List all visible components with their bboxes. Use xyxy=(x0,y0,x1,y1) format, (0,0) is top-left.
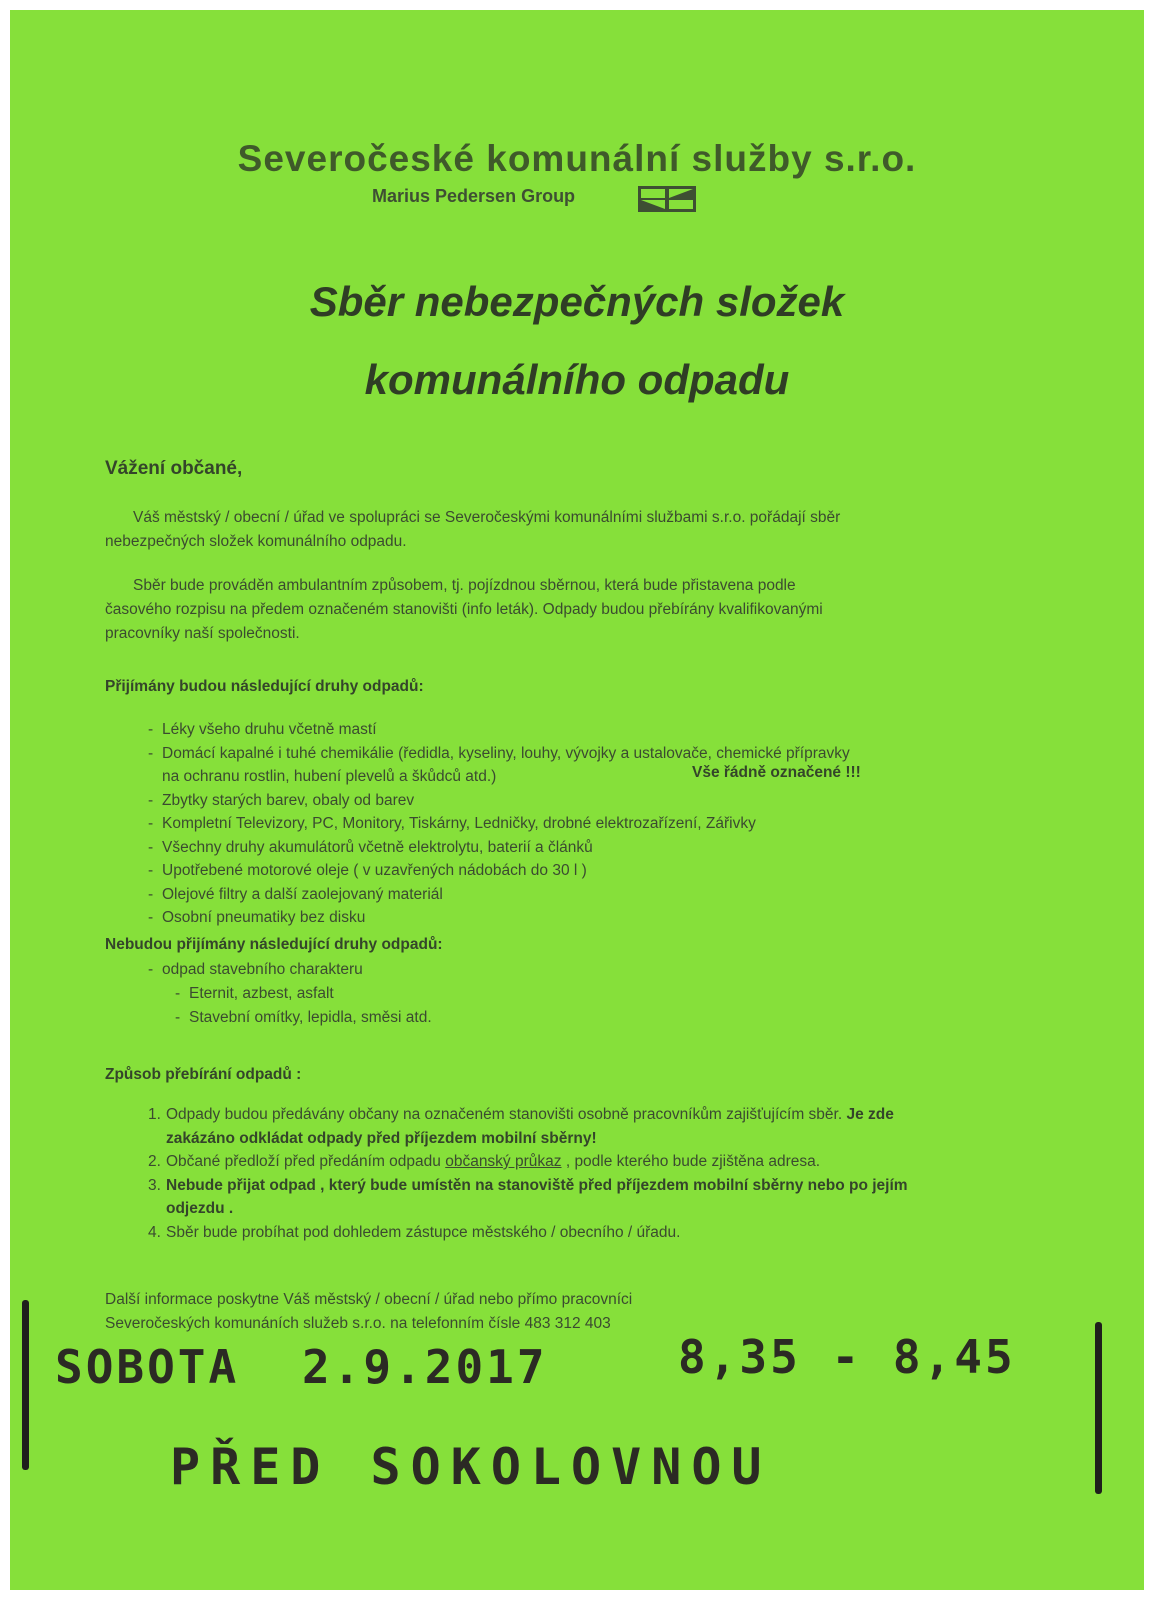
greeting: Vážení občané, xyxy=(105,458,243,479)
footer-info xyxy=(105,1288,865,1336)
list-item: - Všechny druhy akumulátorů včetně elektrolytu, baterií a článků xyxy=(148,838,593,856)
title-line-2: komunálního odpadu xyxy=(364,356,790,403)
footer-line-2: Severočeských komunáních služeb s.r.o. na telefonním čísle 483 312 403 xyxy=(105,1315,611,1332)
list-item: - Stavební omítky, lepidla, směsi atd. xyxy=(175,1008,432,1026)
rejected-heading: Nebudou přijímány následující druhy odpadů: xyxy=(105,936,443,953)
handwritten-date: 2.9.2017 xyxy=(302,1340,548,1394)
list-item: - Kompletní Televizory, PC, Monitory, Tiskárny, Ledničky, drobné elektrozařízení, Zářivky xyxy=(148,815,756,832)
list-item: 2. Občané předloží před předáním odpadu občanský průkaz , podle kterého bude zjištěna adresa. xyxy=(148,1153,821,1170)
handwritten-day: SOBOTA xyxy=(55,1340,240,1394)
intro-paragraph-1 xyxy=(105,506,865,554)
list-item: - Eternit, azbest, asfalt xyxy=(175,985,334,1002)
list-item: 1. Odpady budou předávány občany na označeném stanovišti osobně pracovníkům zajišťujícím sběr. Je zde zakázáno odkládat odpady před příjezdem mobilní sběrny! xyxy=(148,1106,894,1147)
rejected-list xyxy=(148,958,908,982)
list-item: - Olejové filtry a další zaolejovaný materiál xyxy=(148,885,443,903)
method-heading: Způsob přebírání odpadů : xyxy=(105,1066,302,1083)
list-item: 4. Sběr bude probíhat pod dohledem zástupce městského / obecního / úřadu. xyxy=(148,1223,681,1241)
list-item: - Domácí kapalné i tuhé chemikálie (ředidla, kyseliny, louhy, vývojky a ustalovače, chemické přípravky na ochranu rostlin, hubení plevelů a škůdců atd.) xyxy=(148,744,850,785)
list-item: - Zbytky starých barev, obaly od barev xyxy=(148,791,415,809)
flyer-sheet xyxy=(10,10,1144,1590)
intro-text-2: Sběr bude prováděn ambulantním způsobem, tj. pojízdnou sběrnou, která bude přistavena podle časového rozpisu na předem označeném stanovišti (info leták). Odpady budou přebírány kvalifikovanými pracovníky naší společnosti. xyxy=(105,577,823,642)
company-name: Severočeské komunální služby s.r.o. xyxy=(237,138,917,179)
accepted-heading: Přijímány budou následující druhy odpadů: xyxy=(105,678,424,695)
list-item: 3. Nebude přijat odpad , který bude umístěn na stanoviště před příjezdem mobilní sběrny nebo po jejím odjezdu . xyxy=(148,1176,908,1217)
group-name: Marius Pedersen Group xyxy=(372,186,576,206)
handwritten-place: PŘED SOKOLOVNOU xyxy=(170,1438,772,1496)
marker-bar-right xyxy=(1095,1322,1102,1494)
list-item: - Osobní pneumatiky bez disku xyxy=(148,909,366,926)
marker-bar-left xyxy=(22,1300,29,1470)
title-line-1: Sběr nebezpečných složek xyxy=(309,278,845,325)
list-item: - Upotřebené motorové oleje ( v uzavřených nádobách do 30 l ) xyxy=(148,862,587,879)
list-item: - odpad stavebního charakteru xyxy=(148,961,363,978)
intro-paragraph-2 xyxy=(105,574,865,646)
labeled-note: Vše řádně označené !!! xyxy=(692,764,861,781)
accepted-list xyxy=(148,718,878,930)
method-list xyxy=(148,1103,918,1244)
handwritten-time: 8,35 - 8,45 xyxy=(678,1330,1016,1384)
intro-text-1: Váš městský / obecní / úřad ve spolupráci se Severočeskými komunálními službami s.r.o. pořádají sběr nebezpečných složek komunálního odpadu. xyxy=(105,509,841,550)
rejected-sublist xyxy=(175,982,935,1029)
id-card-underlined: občanský průkaz xyxy=(445,1153,562,1170)
list-item: - Léky všeho druhu včetně mastí xyxy=(148,721,377,738)
footer-line-1: Další informace poskytne Váš městský / obecní / úřad nebo přímo pracovníci xyxy=(105,1291,633,1308)
mp-group-logo-icon xyxy=(638,186,696,212)
